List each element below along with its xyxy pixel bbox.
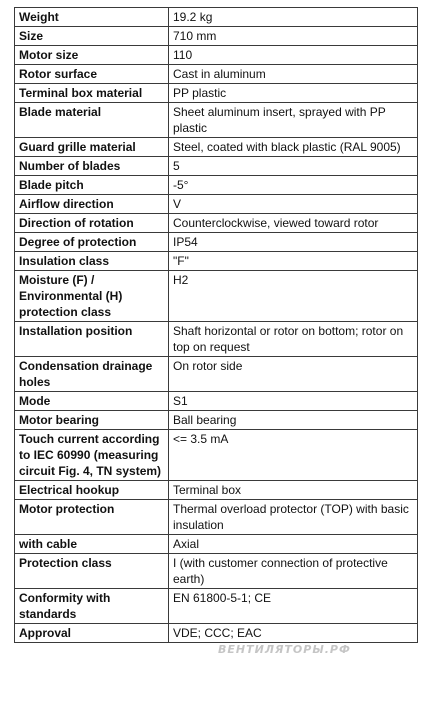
table-row <box>15 481 418 500</box>
row-value: 5 <box>169 157 418 176</box>
row-value: Axial <box>169 535 418 554</box>
row-label: with cable <box>15 535 169 554</box>
row-label: Motor size <box>15 46 169 65</box>
row-label: Protection class <box>15 554 169 589</box>
table-row <box>15 65 418 84</box>
row-label: Blade pitch <box>15 176 169 195</box>
row-label: Moisture (F) / Environmental (H) protection class <box>15 271 169 322</box>
row-value: 19.2 kg <box>169 8 418 27</box>
row-label: Conformity with standards <box>15 589 169 624</box>
row-value: Terminal box <box>169 481 418 500</box>
table-row <box>15 322 418 357</box>
row-value: V <box>169 195 418 214</box>
row-label: Terminal box material <box>15 84 169 103</box>
row-value: Sheet aluminum insert, sprayed with PP plastic <box>169 103 418 138</box>
row-label: Motor protection <box>15 500 169 535</box>
row-label: Motor bearing <box>15 411 169 430</box>
table-row <box>15 8 418 27</box>
table-row <box>15 252 418 271</box>
row-label: Installation position <box>15 322 169 357</box>
row-value: Counterclockwise, viewed toward rotor <box>169 214 418 233</box>
row-label: Insulation class <box>15 252 169 271</box>
row-value: 710 mm <box>169 27 418 46</box>
row-label: Mode <box>15 392 169 411</box>
table-row <box>15 500 418 535</box>
table-row <box>15 176 418 195</box>
table-row <box>15 138 418 157</box>
table-row <box>15 27 418 46</box>
row-value: Steel, coated with black plastic (RAL 9005) <box>169 138 418 157</box>
row-value: I (with customer connection of protective earth) <box>169 554 418 589</box>
row-value: 110 <box>169 46 418 65</box>
row-label: Direction of rotation <box>15 214 169 233</box>
row-value: Thermal overload protector (TOP) with basic insulation <box>169 500 418 535</box>
row-value: PP plastic <box>169 84 418 103</box>
row-value: "F" <box>169 252 418 271</box>
row-value: <= 3.5 mA <box>169 430 418 481</box>
spec-sheet <box>14 7 417 643</box>
row-label: Blade material <box>15 103 169 138</box>
table-row <box>15 103 418 138</box>
table-row <box>15 357 418 392</box>
row-value: On rotor side <box>169 357 418 392</box>
table-row <box>15 195 418 214</box>
row-label: Rotor surface <box>15 65 169 84</box>
table-row <box>15 589 418 624</box>
table-row <box>15 554 418 589</box>
row-label: Approval <box>15 624 169 643</box>
row-value: S1 <box>169 392 418 411</box>
row-value: IP54 <box>169 233 418 252</box>
spec-table <box>14 7 418 643</box>
row-value: Ball bearing <box>169 411 418 430</box>
table-row <box>15 233 418 252</box>
row-label: Degree of protection <box>15 233 169 252</box>
row-label: Weight <box>15 8 169 27</box>
row-label: Touch current according to IEC 60990 (measuring circuit Fig. 4, TN system) <box>15 430 169 481</box>
row-value: H2 <box>169 271 418 322</box>
table-row <box>15 392 418 411</box>
table-row <box>15 624 418 643</box>
row-value: -5° <box>169 176 418 195</box>
table-row <box>15 214 418 233</box>
table-row <box>15 535 418 554</box>
row-label: Electrical hookup <box>15 481 169 500</box>
row-value: VDE; CCC; EAC <box>169 624 418 643</box>
table-row <box>15 430 418 481</box>
row-label: Airflow direction <box>15 195 169 214</box>
table-row <box>15 271 418 322</box>
row-label: Number of blades <box>15 157 169 176</box>
table-row <box>15 157 418 176</box>
row-value: Cast in aluminum <box>169 65 418 84</box>
table-row <box>15 84 418 103</box>
row-label: Guard grille material <box>15 138 169 157</box>
row-value: EN 61800-5-1; CE <box>169 589 418 624</box>
row-label: Size <box>15 27 169 46</box>
table-row <box>15 46 418 65</box>
row-value: Shaft horizontal or rotor on bottom; rotor on top on request <box>169 322 418 357</box>
row-label: Condensation drainage holes <box>15 357 169 392</box>
table-row <box>15 411 418 430</box>
watermark: ВЕНТИЛЯТОРЫ.РФ <box>218 643 351 656</box>
